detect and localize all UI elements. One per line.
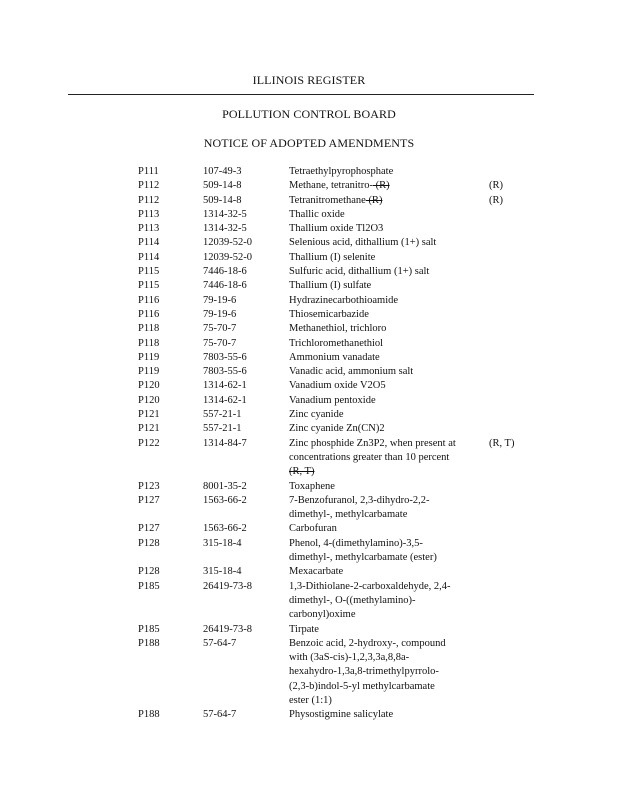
chemical-name-line: Hydrazinecarbothioamide: [289, 294, 399, 306]
chemical-name: [289, 537, 481, 566]
waste-code: P118: [138, 323, 160, 335]
chemical-name: [289, 251, 481, 265]
struck-hazard-code: (R): [372, 180, 390, 192]
chemical-name-line: (2,3-b)indol-5-yl methylcarbamate: [289, 680, 435, 692]
table-row: [0, 322, 618, 336]
cas-number: 509-14-8: [203, 194, 242, 206]
chemical-name-line: Sulfuric acid, dithallium (1+) salt: [289, 266, 430, 278]
chemical-name: [289, 279, 481, 293]
table-row: [0, 580, 618, 623]
waste-code: P127: [138, 494, 160, 506]
chemical-name: [289, 494, 481, 523]
waste-code: P122: [138, 437, 160, 449]
waste-code: P116: [138, 308, 160, 320]
chemical-name-line: 1,3-Dithiolane-2-carboxaldehyde, 2,4-: [289, 580, 451, 592]
chemical-name-line: Vanadium oxide V2O5: [289, 380, 386, 392]
table-row: [0, 365, 618, 379]
chemical-name-line: Tetranitromethane (R): [289, 194, 383, 206]
chemical-name: [289, 365, 481, 379]
cas-number: 7446-18-6: [203, 280, 247, 292]
cas-number: 1314-84-7: [203, 437, 247, 449]
chemical-name: [289, 565, 481, 579]
table-row: [0, 294, 618, 308]
chemical-name-line: Vanadium pentoxide: [289, 394, 376, 406]
chemical-name: [289, 322, 481, 336]
table-row: [0, 351, 618, 365]
waste-code: P112: [138, 180, 160, 192]
chemical-name-line: Physostigmine salicylate: [289, 709, 394, 721]
chemical-name-line: 7-Benzofuranol, 2,3-dihydro-2,2-: [289, 494, 430, 506]
cas-number: 75-70-7: [203, 337, 237, 349]
chemical-name-line: dimethyl-, O-((methylamino)-: [289, 594, 416, 606]
cas-number: 1314-32-5: [203, 223, 247, 235]
cas-number: 509-14-8: [203, 180, 242, 192]
hazard-code: (R): [489, 194, 503, 206]
chemical-name: [289, 308, 481, 322]
waste-code-table: [0, 165, 618, 723]
chemical-name-line: Tetraethylpyrophosphate: [289, 166, 394, 177]
table-row: [0, 480, 618, 494]
cas-number: 57-64-7: [203, 637, 237, 649]
chemical-name-line: Tirpate: [289, 623, 319, 635]
chemical-name: [289, 437, 481, 480]
waste-code: P111: [138, 166, 159, 177]
chemical-name-line: Methane, tetranitro- (R): [289, 180, 390, 192]
cas-number: 12039-52-0: [203, 237, 252, 249]
waste-code: P121: [138, 409, 160, 421]
chemical-name-line: Toxaphene: [289, 480, 335, 492]
chemical-name-line: Mexacarbate: [289, 566, 344, 578]
waste-code: P128: [138, 566, 160, 578]
table-row: [0, 394, 618, 408]
table-row: [0, 265, 618, 279]
cas-number: 315-18-4: [203, 566, 242, 578]
chemical-name: [289, 236, 481, 250]
waste-code: P185: [138, 623, 160, 635]
cas-number: 557-21-1: [203, 409, 242, 421]
table-row: [0, 251, 618, 265]
cas-number: 7803-55-6: [203, 351, 247, 363]
table-row: [0, 337, 618, 351]
chemical-name-line: hexahydro-1,3a,8-trimethylpyrrolo-: [289, 666, 439, 678]
waste-code: P120: [138, 380, 160, 392]
table-row: [0, 537, 618, 566]
table-row: [0, 623, 618, 637]
chemical-name: [289, 580, 481, 623]
chemical-name: [289, 522, 481, 536]
hazard-code: (R): [489, 180, 503, 192]
chemical-name-line: Methanethiol, trichloro: [289, 323, 387, 335]
chemical-name-line: [289, 465, 481, 479]
chemical-name: [289, 408, 481, 422]
struck-hazard-code: (R): [365, 194, 383, 206]
chemical-name: [289, 265, 481, 279]
chemical-name-line: Thallic oxide: [289, 208, 345, 220]
table-row: [0, 422, 618, 436]
waste-code: P120: [138, 394, 160, 406]
chemical-name-line: with (3aS-cis)-1,2,3,3a,8,8a-: [289, 652, 410, 664]
table-row: [0, 236, 618, 250]
waste-code: P121: [138, 423, 160, 435]
chemical-name: [289, 194, 481, 208]
chemical-name-line: Trichloromethanethiol: [289, 337, 384, 349]
waste-code: P119: [138, 366, 160, 378]
struck-hazard-code: (R, T): [289, 466, 315, 478]
waste-code: P114: [138, 237, 160, 249]
chemical-name-line: Thallium oxide Tl2O3: [289, 223, 384, 235]
waste-code: P127: [138, 523, 160, 535]
chemical-name: [289, 708, 481, 722]
chemical-name-line: dimethyl-, methylcarbamate: [289, 509, 408, 521]
waste-code: P115: [138, 266, 160, 278]
chemical-name-line: Ammonium vanadate: [289, 351, 380, 363]
table-row: [0, 222, 618, 236]
chemical-name-line: carbonyl)oxime: [289, 609, 356, 621]
chemical-name: [289, 337, 481, 351]
agency-title: POLLUTION CONTROL BOARD: [222, 107, 396, 121]
chemical-name: [289, 422, 481, 436]
table-row: [0, 165, 618, 179]
waste-code: P128: [138, 537, 160, 549]
chemical-name-line: Thiosemicarbazide: [289, 308, 369, 320]
cas-number: 79-19-6: [203, 308, 237, 320]
chemical-name-line: Selenious acid, dithallium (1+) salt: [289, 237, 437, 249]
cas-number: 12039-52-0: [203, 251, 252, 263]
waste-code: P115: [138, 280, 160, 292]
table-row: [0, 194, 618, 208]
waste-code: P188: [138, 709, 160, 721]
chemical-name-line: Vanadic acid, ammonium salt: [289, 366, 414, 378]
chemical-name: [289, 394, 481, 408]
chemical-name-line: Carbofuran: [289, 523, 337, 535]
waste-code: P116: [138, 294, 160, 306]
chemical-name: [289, 637, 481, 708]
notice-title: NOTICE OF ADOPTED AMENDMENTS: [203, 136, 415, 150]
chemical-name-line: dimethyl-, methylcarbamate (ester): [289, 552, 437, 564]
table-row: [0, 522, 618, 536]
chemical-name: [289, 623, 481, 637]
chemical-name: [289, 222, 481, 236]
cas-number: 8001-35-2: [203, 480, 247, 492]
cas-number: 26419-73-8: [203, 580, 252, 592]
cas-number: 7803-55-6: [203, 366, 247, 378]
table-row: [0, 708, 618, 722]
chemical-name-line: ester (1:1): [289, 694, 332, 706]
cas-number: 75-70-7: [203, 323, 237, 335]
chemical-name: [289, 165, 481, 179]
table-row: [0, 208, 618, 222]
chemical-name-line: Benzoic acid, 2-hydroxy-, compound: [289, 637, 446, 649]
chemical-name: [289, 208, 481, 222]
table-row: [0, 308, 618, 322]
table-row: [0, 379, 618, 393]
waste-code: P123: [138, 480, 160, 492]
waste-code: P112: [138, 194, 160, 206]
cas-number: 57-64-7: [203, 709, 237, 721]
page-header-register: ILLINOIS REGISTER: [252, 73, 366, 87]
table-row: [0, 494, 618, 523]
waste-code: P118: [138, 337, 160, 349]
chemical-name-line: concentrations greater than 10 percent: [289, 451, 450, 463]
chemical-name-line: Phenol, 4-(dimethylamino)-3,5-: [289, 537, 423, 549]
chemical-name: [289, 351, 481, 365]
waste-code: P113: [138, 208, 160, 220]
table-row: [0, 279, 618, 293]
cas-number: 7446-18-6: [203, 266, 247, 278]
waste-code: P188: [138, 637, 160, 649]
table-row: [0, 437, 618, 480]
cas-number: 1563-66-2: [203, 523, 247, 535]
chemical-name: [289, 379, 481, 393]
waste-code: P185: [138, 580, 160, 592]
hazard-code: (R, T): [489, 437, 515, 449]
cas-number: 79-19-6: [203, 294, 237, 306]
cas-number: 107-49-3: [203, 166, 242, 177]
chemical-name-line: Zinc cyanide Zn(CN)2: [289, 423, 385, 435]
waste-code: P119: [138, 351, 160, 363]
chemical-name: [289, 179, 481, 193]
table-row: [0, 637, 618, 709]
cas-number: 557-21-1: [203, 423, 242, 435]
cas-number: 1314-32-5: [203, 208, 247, 220]
cas-number: 26419-73-8: [203, 623, 252, 635]
chemical-name-line: Zinc cyanide: [289, 409, 344, 421]
chemical-name: [289, 294, 481, 308]
table-row: [0, 179, 618, 193]
chemical-name-line: Zinc phosphide Zn3P2, when present at: [289, 437, 456, 449]
chemical-name-line: Thallium (I) sulfate: [289, 280, 372, 292]
cas-number: 1563-66-2: [203, 494, 247, 506]
waste-code: P113: [138, 223, 160, 235]
table-row: [0, 565, 618, 579]
waste-code: P114: [138, 251, 160, 263]
cas-number: 1314-62-1: [203, 394, 247, 406]
chemical-name: [289, 480, 481, 494]
cas-number: 315-18-4: [203, 537, 242, 549]
header-rule: [68, 94, 534, 95]
chemical-name-line: Thallium (I) selenite: [289, 251, 376, 263]
table-row: [0, 408, 618, 422]
cas-number: 1314-62-1: [203, 380, 247, 392]
